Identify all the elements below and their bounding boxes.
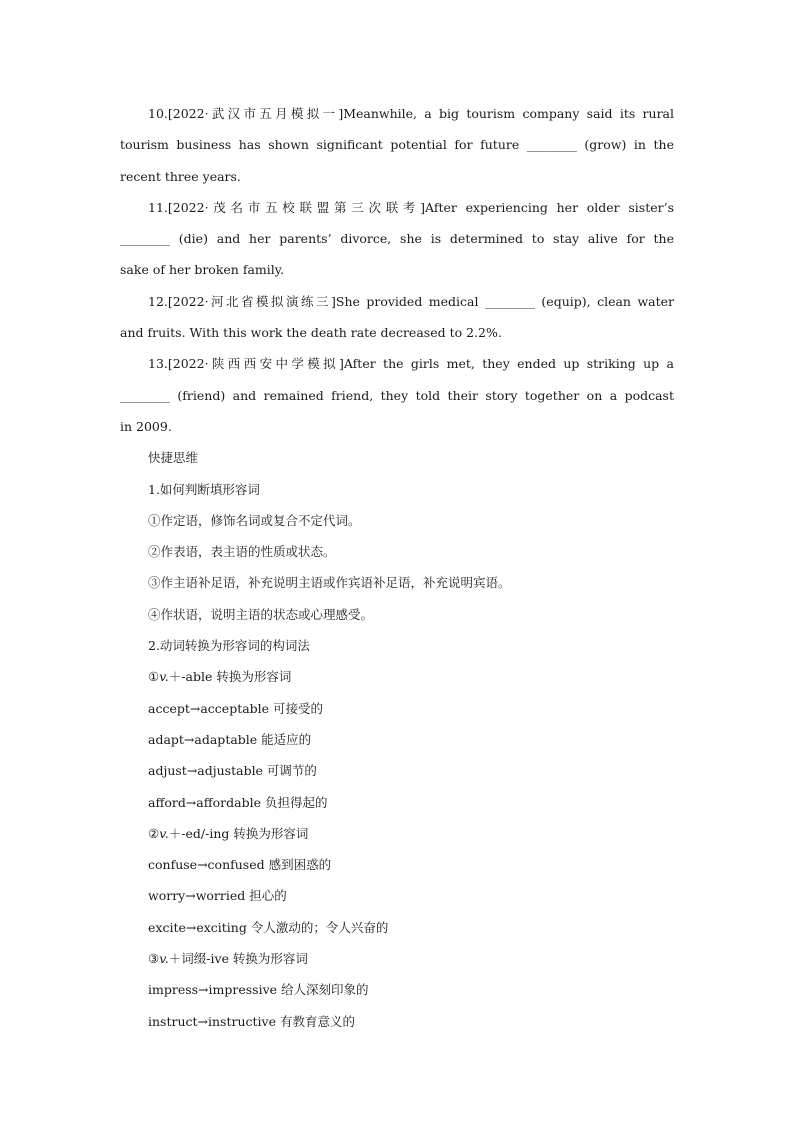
text-line: [120, 943, 674, 974]
text-line: tourism business has shown significant potential for future ________ (grow) in the: [120, 137, 674, 153]
text-line: accept→acceptable 可接受的: [148, 700, 324, 716]
text-line: recent three years.: [120, 168, 241, 184]
part-of-speech-abbrev: v.: [159, 669, 169, 685]
text-line: ________ (die) and her parents’ divorce, she is determined to stay alive for the: [120, 231, 674, 247]
text-line: 2.动词转换为形容词的构词法: [148, 638, 310, 654]
text-line: [120, 661, 674, 692]
text-line: adjust→adjustable 可调节的: [148, 763, 317, 779]
list-marker: ①: [148, 669, 160, 685]
text-line: ③作主语补足语，补充说明主语或作宾语补足语，补充说明宾语。: [148, 575, 511, 591]
list-marker: ③: [148, 951, 160, 967]
text-line: 13.[2022·陕西西安中学模拟]After the girls met, they ended up striking up a: [148, 356, 674, 372]
text-line: 10.[2022·武汉市五月模拟一]Meanwhile, a big tourism company said its rural: [148, 106, 674, 121]
text-line: excite→exciting 令人激动的；令人兴奋的: [148, 919, 389, 935]
text-line: 11.[2022·茂名市五校联盟第三次联考]After experiencing her older sister’s: [148, 199, 674, 215]
text-line: 快捷思维: [148, 450, 199, 466]
text-line: 1.如何判断填形容词: [148, 481, 260, 497]
text-line: confuse→confused 感到困惑的: [148, 857, 332, 873]
text-line: ④作状语，说明主语的状态或心理感受。: [148, 606, 374, 622]
text-line: [120, 818, 674, 849]
line-text: ＋-able 转换为形容词: [168, 669, 292, 685]
line-text: ＋词缀-ive 转换为形容词: [168, 951, 308, 967]
text-line: instruct→instructive 有教育意义的: [148, 1013, 355, 1029]
text-line: impress→impressive 给人深刻印象的: [148, 982, 369, 998]
text-line: afford→affordable 负担得起的: [148, 794, 328, 810]
list-marker: ②: [148, 825, 160, 841]
text-line: in 2009.: [120, 418, 172, 434]
text-line: ①作定语，修饰名词或复合不定代词。: [148, 512, 361, 528]
text-line: 12.[2022·河北省模拟演练三]She provided medical ________ (equip), clean water: [148, 293, 674, 309]
document-body: [120, 98, 674, 1037]
text-line: sake of her broken family.: [120, 262, 285, 278]
text-line: worry→worried 担心的: [148, 888, 287, 904]
text-line: and fruits. With this work the death rate decreased to 2.2%.: [120, 325, 502, 341]
text-line: ________ (friend) and remained friend, they told their story together on a podcast: [120, 387, 674, 403]
text-line: ②作表语，表主语的性质或状态。: [148, 544, 336, 560]
line-text: ＋-ed/-ing 转换为形容词: [168, 825, 309, 841]
text-line: adapt→adaptable 能适应的: [148, 731, 312, 747]
part-of-speech-abbrev: v.: [159, 951, 169, 967]
part-of-speech-abbrev: v.: [159, 825, 169, 841]
